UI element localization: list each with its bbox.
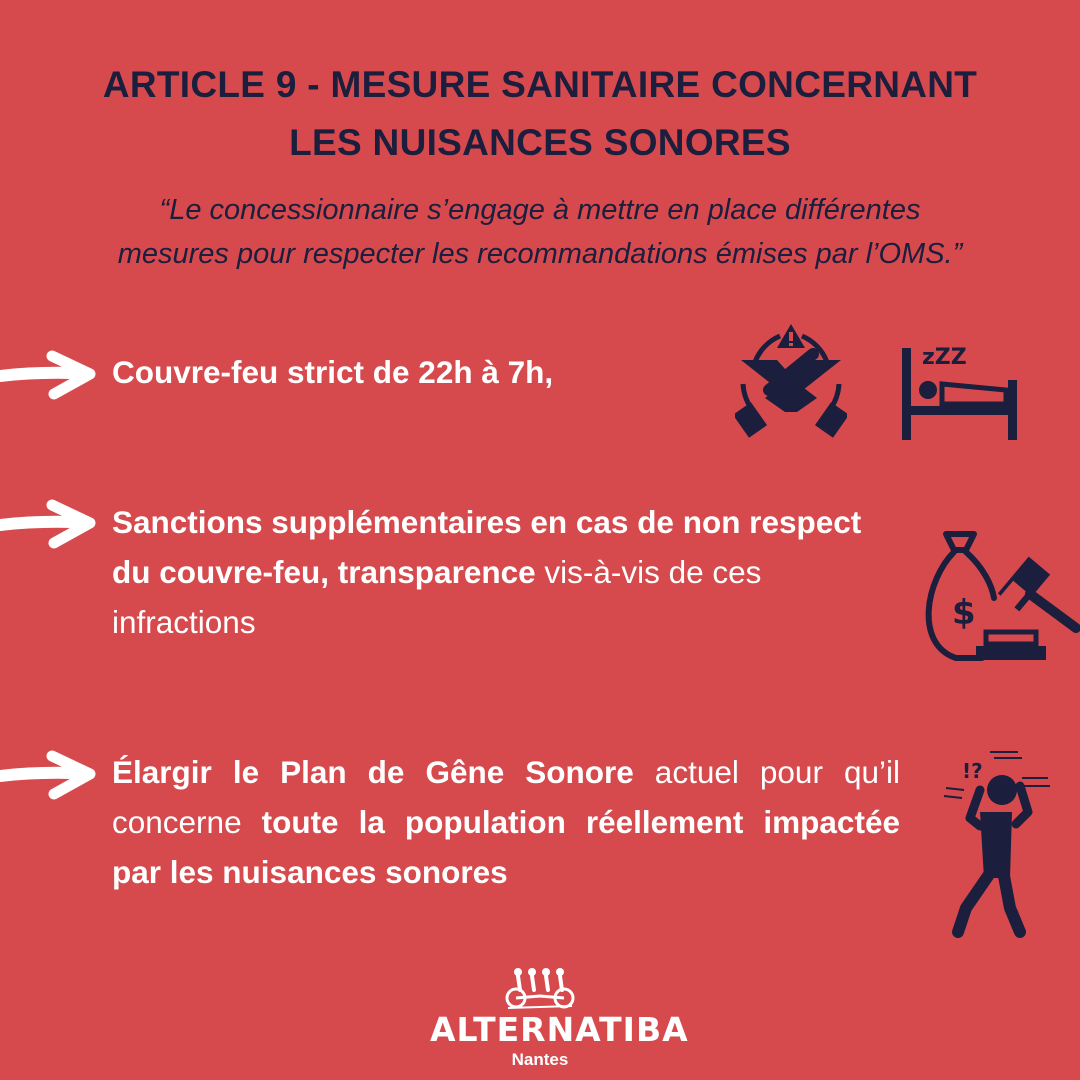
sleeping-in-bed-icon (898, 318, 1022, 442)
tandem-bike-icon (500, 966, 580, 1010)
arrow-icon (0, 497, 100, 553)
logo-city: Nantes (511, 1050, 569, 1069)
alternatiba-logo (430, 966, 689, 1076)
money-bag-gavel-icon (918, 520, 1080, 666)
quote-line-2: mesures pour respecter les recommandations émises par l’OMS.” (117, 238, 963, 270)
item-2-bold: Sanctions supplémentaires en cas de non respect du couvre-feu, transparence (112, 504, 862, 590)
arrow-icon (0, 748, 100, 804)
logo-name: ALTERNATIBA (430, 1010, 689, 1049)
item-3-bold-1: Élargir le Plan de Gêne Sonore (112, 754, 634, 790)
arrow-icon (0, 348, 100, 404)
item-3-normal: actuel pour qu’il concerne (112, 754, 900, 840)
no-handshake-warning-icon (735, 320, 847, 440)
item-1-bold: Couvre-feu strict de 22h à 7h, (112, 354, 554, 390)
svg-text:$: $ (952, 593, 976, 633)
title-line-2: LES NUISANCES SONORES (289, 122, 791, 163)
item-3-bold-2: toute la population réellement impactée par les nuisances sonores (112, 804, 900, 890)
zzz-text: zZZ (922, 345, 967, 370)
quote (0, 188, 1080, 276)
list-item-noise-plan (112, 747, 900, 897)
list-item-sanctions (112, 497, 900, 647)
quote-line-1: “Le concessionnaire s’engage à mettre en place différentes (159, 194, 921, 226)
exclaim-text: !? (962, 759, 983, 783)
item-2-normal: vis-à-vis de ces infractions (112, 554, 762, 640)
page-title (20, 56, 1060, 172)
stressed-person-icon (940, 740, 1058, 940)
title-line-1: ARTICLE 9 - MESURE SANITAIRE CONCERNANT (102, 64, 978, 105)
